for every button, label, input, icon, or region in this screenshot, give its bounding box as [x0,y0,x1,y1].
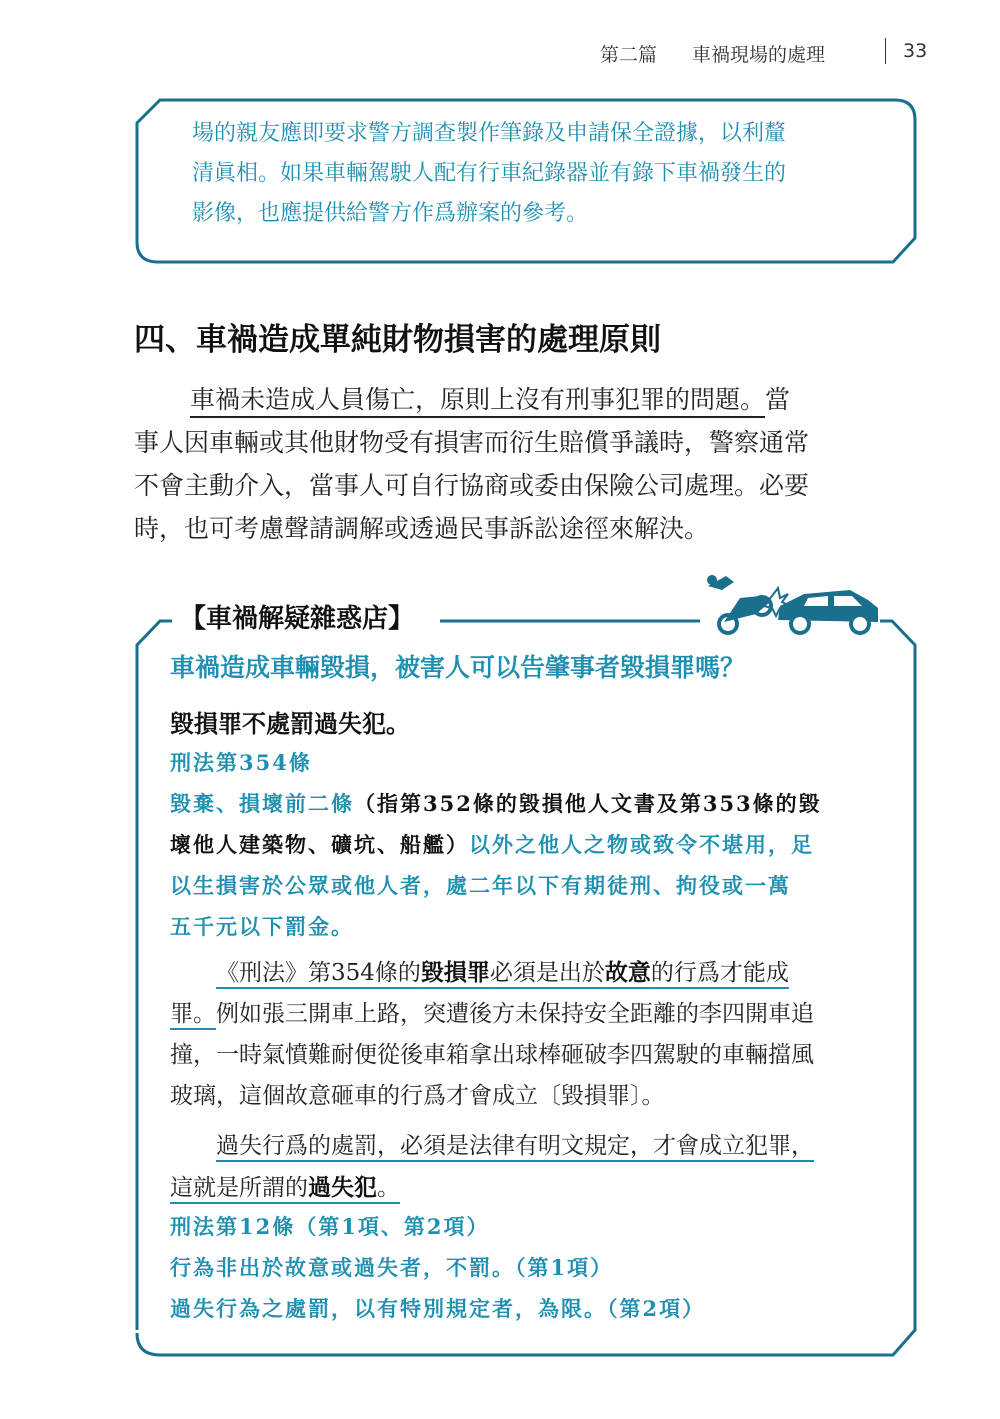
qa-answer: 毀損罪不處罰過失犯。 [170,709,410,738]
car-accident-illustration-icon [700,568,882,638]
note-box-text [192,114,892,234]
paragraph-line: 不會主動介入，當事人可自行協商或委由保險公司處理。必要 [134,471,810,500]
qa-question: 車禍造成車輛毀損，被害人可以告肇事者毀損罪嗎？ [170,653,746,682]
underlined-sentence: 車禍未造成人員傷亡，原則上沒有刑事犯罪的問題。 [190,385,766,414]
law-354-block: 刑法第354條 毀棄、損壞前二條（指第352條的毀損他人文書及第353條的毀 壞他人建築物、礦坑、船艦）以外之他人之物或致令不堪用，足 以生損害於公眾或他人者，處二年以下有期徒刑、拘役或一萬 五千元以下罰金。 [170,742,890,947]
law-12-block: 刑法第12條（第1項、第2項） 行為非出於故意或過失者，不罰。（第1項） 過失行為之處罰，以有特別規定者，為限。（第2項） [170,1206,890,1329]
note-line: 清眞相。如果車輛駕駛人配有行車紀錄器並有錄下車禍發生的 [192,161,787,186]
qa-panel-title: 【車禍解疑雜惑店】 [180,604,415,634]
header-section: 第二篇 [600,44,658,66]
paragraph-line: 時，也可考慮聲請調解或透過民事訴訟途徑來解決。 [134,514,710,543]
law-title: 刑法第354條 [170,750,312,775]
page-number: 33 [903,40,928,62]
header-chapter: 車禍現場的處理 [692,44,826,66]
explanation-paragraph-1: 《刑法》第354條的毀損罪必須是出於故意的行爲才能成 罪。例如張三開車上路，突遭後方未保持安全距離的李四開車追 撞，一時氣憤難耐便從後車箱拿出球棒砸破李四駕駛的車輛擋風 玻璃，這個故意砸車的行爲才會成立〔毀損罪〕。 [170,959,814,1109]
note-line: 影像，也應提供給警方作爲辦案的參考。 [192,201,589,226]
law-title: 刑法第12條（第1項、第2項） [170,1214,490,1239]
explanation-paragraph-2: 過失行爲的處罰，必須是法律有明文規定，才會成立犯罪， 這就是所謂的過失犯。 [170,1133,814,1201]
paragraph-line: 車禍未造成人員傷亡，原則上沒有刑事犯罪的問題。當 [190,385,791,414]
note-line: 場的親友應即要求警方調查製作筆錄及申請保全證據，以利釐 [192,121,787,146]
section-heading: 四、車禍造成單純財物損害的處理原則 [134,322,661,358]
paragraph-line: 事人因車輛或其他財物受有損害而衍生賠償爭議時，警察通常 [134,428,810,457]
main-paragraph [134,378,914,550]
